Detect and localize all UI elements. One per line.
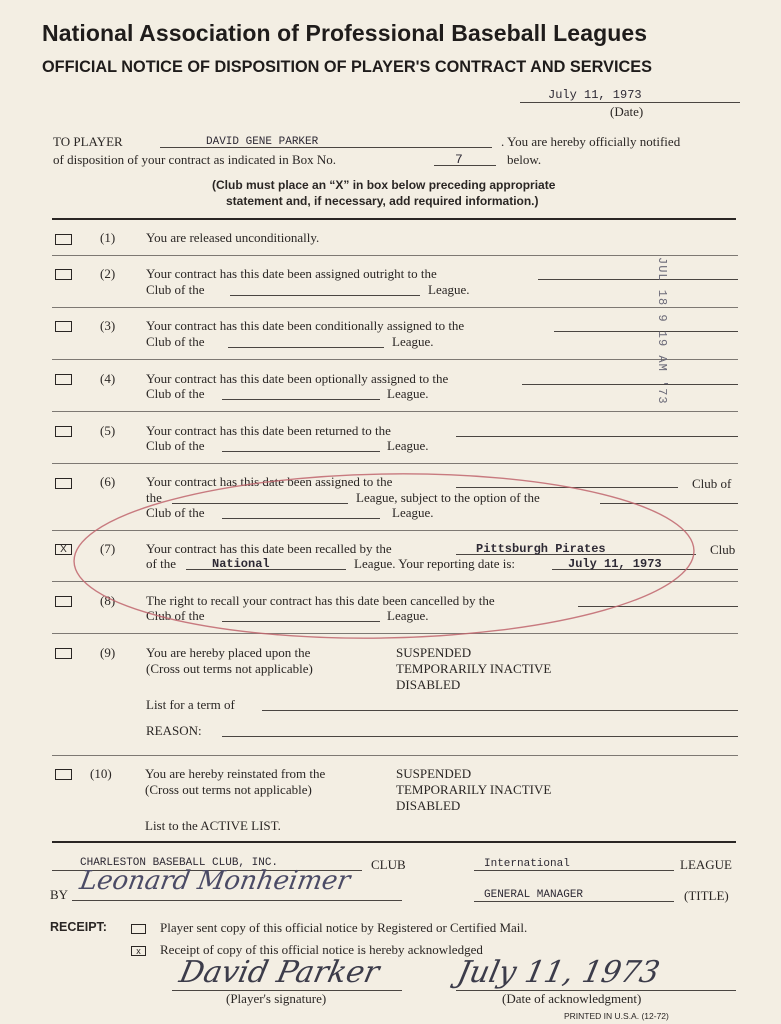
option-9-cross: (Cross out terms not applicable) — [146, 661, 313, 676]
option-9-term-inactive: TEMPORARILY INACTIVE — [396, 661, 552, 676]
league-line — [474, 870, 674, 871]
option-9-term-line — [262, 710, 738, 711]
option-7-of-the: of the — [146, 556, 176, 571]
option-1-text: You are released unconditionally. — [146, 230, 320, 245]
received-date-stamp: JUL 18 9 19 AM '73 — [655, 257, 669, 405]
option-1-checkbox[interactable] — [55, 234, 72, 245]
option-5-league-line — [222, 451, 380, 452]
below-text: below. — [507, 152, 542, 167]
option-4-checkbox[interactable] — [55, 374, 72, 385]
option-6-checkbox[interactable] — [55, 478, 72, 489]
option-5-checkbox[interactable] — [55, 426, 72, 437]
form-subtitle: OFFICIAL NOTICE OF DISPOSITION OF PLAYER'S CONTRACT AND SERVICES — [42, 58, 652, 76]
divider-2 — [52, 307, 738, 308]
option-7-reporting-text: League. Your reporting date is: — [354, 556, 516, 571]
option-2-club-of: Club of the — [146, 282, 205, 297]
option-7-checkbox[interactable] — [55, 544, 72, 555]
option-6-club-line — [456, 487, 678, 488]
option-9-term-disabled: DISABLED — [396, 677, 461, 692]
divider-1 — [52, 255, 738, 256]
option-7-league-name: National — [212, 557, 270, 571]
form-title: National Association of Professional Baseball Leagues — [42, 20, 648, 46]
option-6-the: the — [146, 490, 162, 505]
title-label: (TITLE) — [684, 888, 729, 903]
option-2-league: League. — [428, 282, 470, 297]
date-value: July 11, 1973 — [548, 88, 642, 102]
option-6-text: Your contract has this date been assigned to the — [146, 474, 393, 489]
option-9-checkbox[interactable] — [55, 648, 72, 659]
option-7-club-name: Pittsburgh Pirates — [476, 542, 606, 556]
option-7-number: (7) — [100, 541, 116, 556]
option-3-league: League. — [392, 334, 434, 349]
by-line — [72, 900, 402, 901]
receipt-ack-checkbox[interactable] — [131, 946, 146, 956]
player-signature-label: (Player's signature) — [226, 991, 327, 1006]
receipt-ack-mark: x — [136, 946, 141, 956]
manager-signature: Leonard Monheimer — [77, 866, 353, 896]
title-value: GENERAL MANAGER — [484, 889, 584, 901]
option-6-league: League. — [392, 505, 434, 520]
option-2-number: (2) — [100, 266, 116, 281]
option-2-league-line — [230, 295, 420, 296]
receipt-mail-checkbox[interactable] — [131, 924, 146, 934]
option-3-club-of: Club of the — [146, 334, 205, 349]
divider-7 — [52, 581, 738, 582]
option-3-number: (3) — [100, 318, 116, 333]
option-6-option-line — [600, 503, 738, 504]
instruction-line-1: (Club must place an “X” in box below preceding appropriate — [212, 178, 556, 192]
divider-8 — [52, 633, 738, 634]
option-8-league: League. — [387, 608, 429, 623]
league-name-value: International — [484, 858, 570, 870]
option-9-text: You are hereby placed upon the — [146, 645, 311, 660]
option-3-club-line — [554, 331, 738, 332]
date-caption: (Date) — [610, 104, 644, 119]
option-8-club-line — [578, 606, 738, 607]
option-8-league-line — [222, 621, 380, 622]
option-5-club-line — [456, 436, 738, 437]
option-2-text: Your contract has this date been assigned outright to the — [146, 266, 437, 281]
option-8-text: The right to recall your contract has this date been cancelled by the — [146, 593, 495, 608]
option-10-term-suspended: SUSPENDED — [396, 766, 472, 781]
option-9-term-suspended: SUSPENDED — [396, 645, 472, 660]
top-thick-rule — [52, 218, 736, 220]
divider-9 — [52, 755, 738, 756]
receipt-mail-text: Player sent copy of this official notice by Registered or Certified Mail. — [160, 920, 528, 935]
option-6-league2-line — [222, 518, 380, 519]
option-5-club-of: Club of the — [146, 438, 205, 453]
option-6-club-of: Club of — [692, 476, 732, 491]
club-label: CLUB — [371, 857, 406, 872]
option-1-number: (1) — [100, 230, 116, 245]
player-name-value: DAVID GENE PARKER — [206, 136, 319, 148]
option-4-league-line — [222, 399, 380, 400]
option-3-text: Your contract has this date been conditionally assigned to the — [146, 318, 465, 333]
box-no-value: 7 — [455, 152, 463, 167]
option-2-checkbox[interactable] — [55, 269, 72, 280]
option-6-league-line — [172, 503, 348, 504]
option-9-reason: REASON: — [146, 723, 202, 738]
by-label: BY — [50, 887, 69, 902]
option-9-list-term: List for a term of — [146, 697, 235, 712]
option-4-number: (4) — [100, 371, 116, 386]
option-5-league: League. — [387, 438, 429, 453]
option-10-number: (10) — [90, 766, 112, 781]
option-7-text: Your contract has this date been recalled by the — [146, 541, 392, 556]
title-line — [474, 901, 674, 902]
option-2-club-line — [538, 279, 738, 280]
option-8-number: (8) — [100, 593, 116, 608]
bottom-thick-rule — [52, 841, 736, 843]
option-10-term-disabled: DISABLED — [396, 798, 461, 813]
option-10-cross: (Cross out terms not applicable) — [145, 782, 312, 797]
divider-6 — [52, 530, 738, 531]
option-3-league-line — [228, 347, 384, 348]
divider-4 — [52, 411, 738, 412]
option-7-club: Club — [710, 542, 736, 557]
to-player-label: TO PLAYER — [53, 134, 123, 149]
option-5-number: (5) — [100, 423, 116, 438]
divider-5 — [52, 463, 738, 464]
option-4-league: League. — [387, 386, 429, 401]
disposition-text: of disposition of your contract as indicated in Box No. — [53, 152, 337, 167]
player-signature: David Parker — [176, 955, 383, 990]
club-name-value: CHARLESTON BASEBALL CLUB, INC. — [80, 857, 279, 869]
option-4-text: Your contract has this date been optionally assigned to the — [146, 371, 449, 386]
option-9-reason-line — [222, 736, 738, 737]
option-4-club-line — [522, 384, 738, 385]
option-8-club-of: Club of the — [146, 608, 205, 623]
option-10-active-list: List to the ACTIVE LIST. — [145, 818, 281, 833]
option-3-checkbox[interactable] — [55, 321, 72, 332]
option-9-number: (9) — [100, 645, 116, 660]
printed-note: PRINTED IN U.S.A. (12-72) — [564, 1011, 669, 1021]
receipt-ack-text: Receipt of copy of this official notice is hereby acknowledged — [160, 942, 483, 957]
option-6-subject: League, subject to the option of the — [356, 490, 540, 505]
box-no-line — [434, 165, 496, 166]
option-7-mark: X — [60, 544, 67, 555]
league-label: LEAGUE — [680, 857, 732, 872]
date-line — [520, 102, 740, 103]
option-5-text: Your contract has this date been returned to the — [146, 423, 391, 438]
ack-date-label: (Date of acknowledgment) — [502, 991, 642, 1006]
option-4-club-of: Club of the — [146, 386, 205, 401]
notified-text: . You are hereby officially notified — [501, 134, 681, 149]
option-6-club-of-the: Club of the — [146, 505, 205, 520]
option-8-checkbox[interactable] — [55, 596, 72, 607]
option-10-text: You are hereby reinstated from the — [145, 766, 326, 781]
instruction-line-2: statement and, if necessary, add required information.) — [226, 194, 539, 208]
option-10-checkbox[interactable] — [55, 769, 72, 780]
receipt-label: RECEIPT: — [50, 920, 107, 934]
divider-3 — [52, 359, 738, 360]
ack-date-handwritten: July 11, 1973 — [454, 955, 663, 990]
option-7-reporting-date: July 11, 1973 — [568, 557, 662, 571]
option-6-number: (6) — [100, 474, 116, 489]
option-10-term-inactive: TEMPORARILY INACTIVE — [396, 782, 552, 797]
